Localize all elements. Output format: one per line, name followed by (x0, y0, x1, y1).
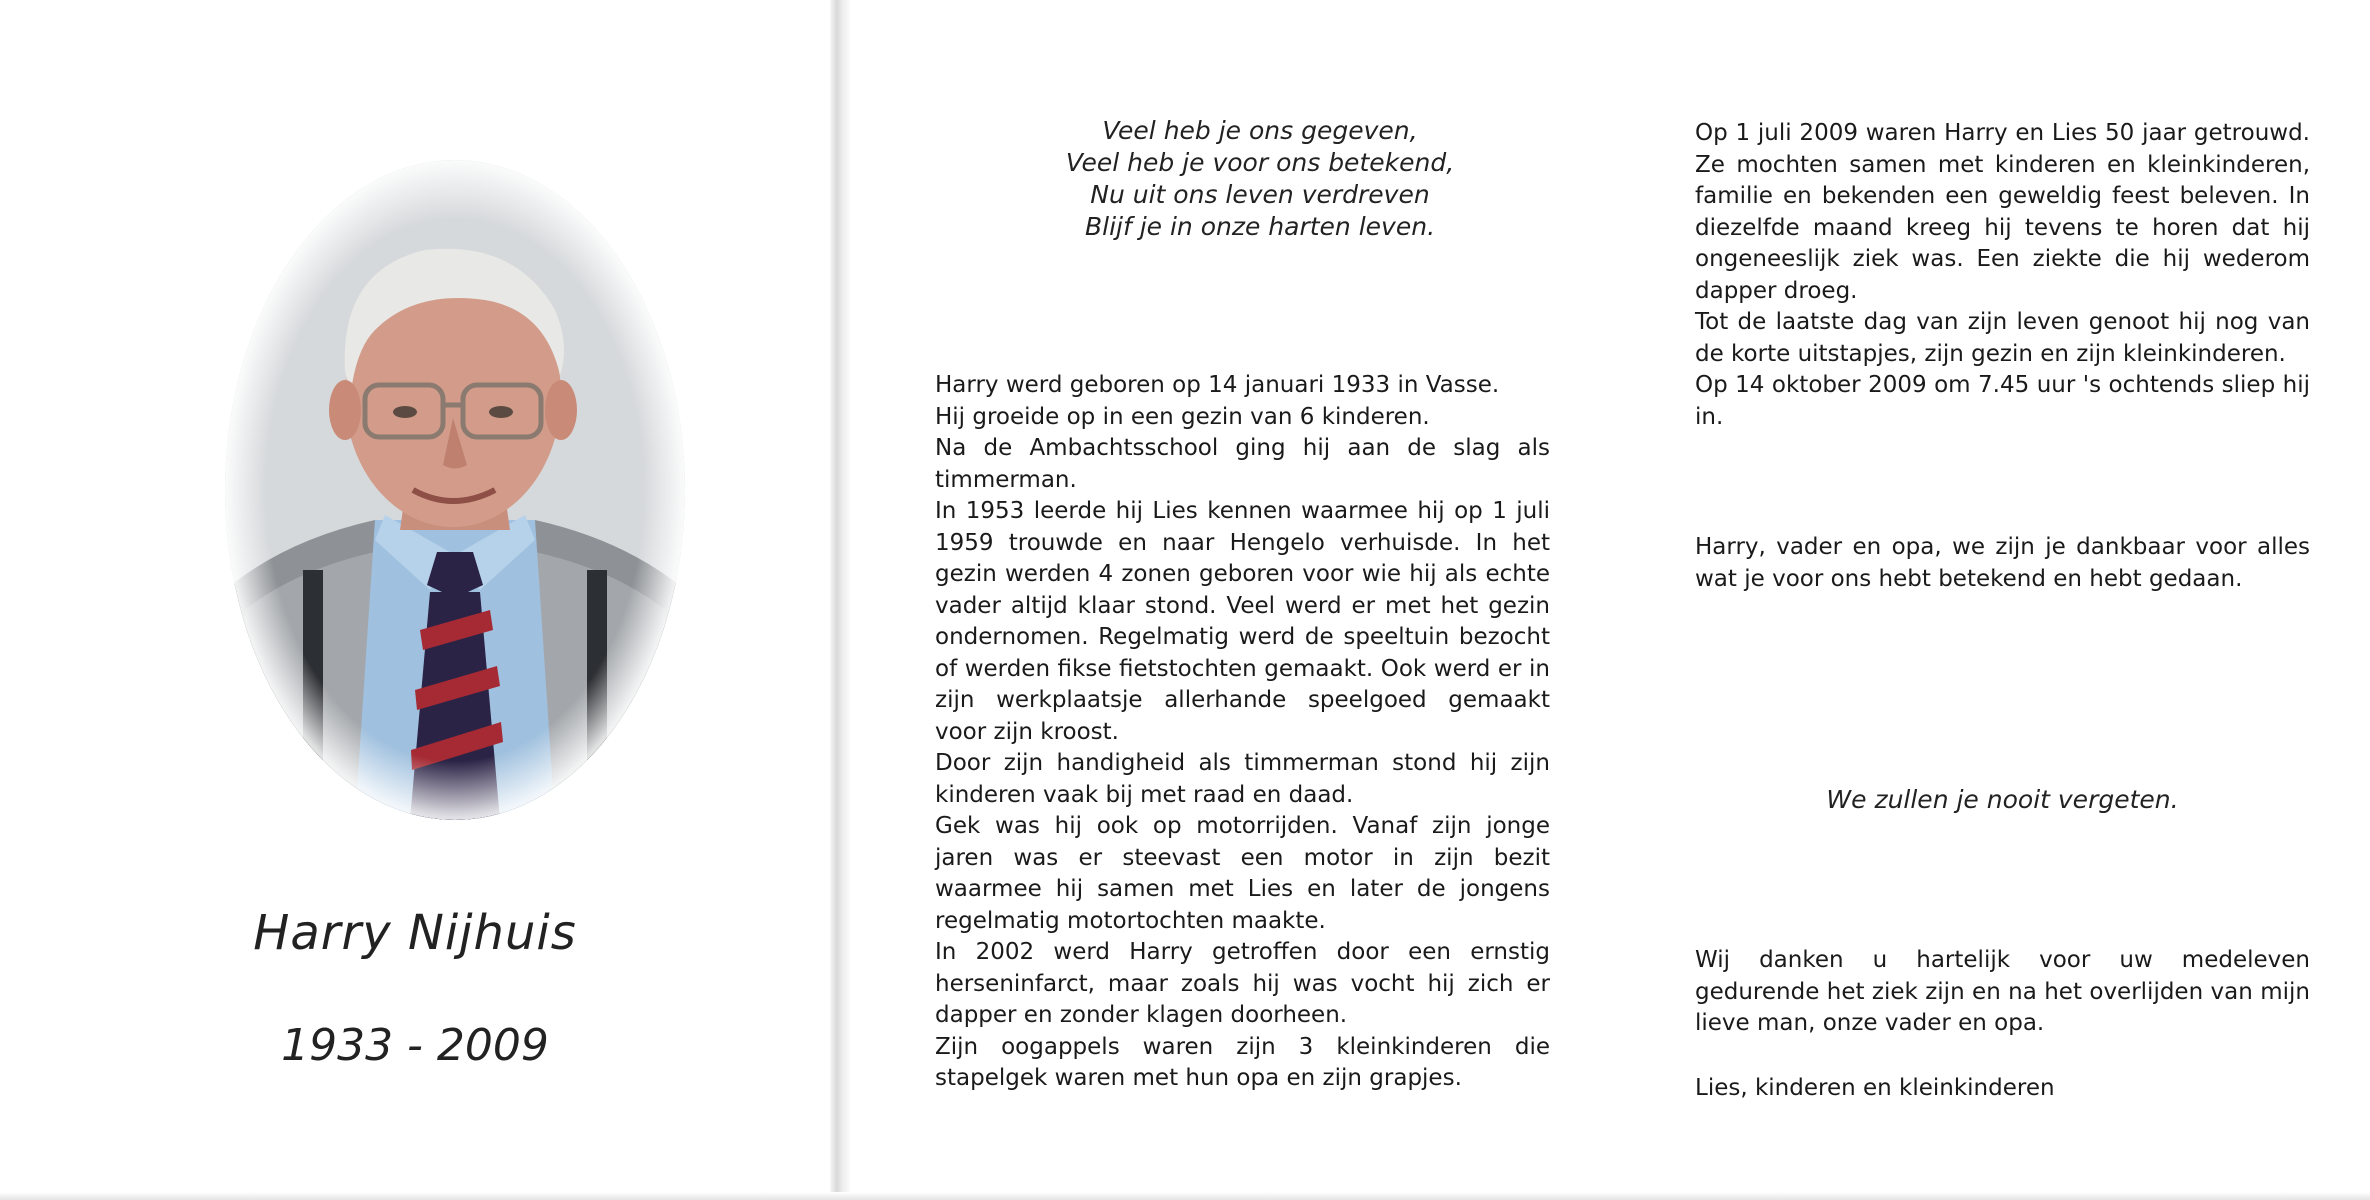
portrait-illustration (225, 160, 685, 820)
biography-paragraph: Na de Ambachtsschool ging hij aan de slag als timmerman. (935, 435, 1550, 493)
biography-paragraph: Harry werd geboren op 14 januari 1933 in Vasse. (935, 372, 1500, 398)
later-life-paragraph: Tot de laatste dag van zijn leven genoot hij nog van de korte uitstapjes, zijn gezin en zijn kleinkinderen. (1695, 309, 2310, 367)
tribute-text (1695, 532, 2310, 595)
biography-paragraph: Hij groeide op in een gezin van 6 kinderen. (935, 403, 1430, 430)
biography-paragraph: Door zijn handigheid als timmerman stond hij zijn kinderen vaak bij met raad en daad. (935, 750, 1550, 808)
biography-paragraph: In 2002 werd Harry getroffen door een ernstig herseninfarct, maar zoals hij was vocht hij zich er dapper en zonder klagen doorheen. (935, 939, 1550, 1028)
portrait-photo (225, 160, 685, 820)
biography-paragraph: Gek was hij ook op motorrijden. Vanaf zijn jonge jaren was er steevast een motor in zijn bezit waarmee hij samen met Lies en later de jongens regelmatig motortochten maakte. (935, 813, 1550, 934)
card-bottom-edge (0, 1192, 2370, 1200)
memorial-poem (940, 115, 1580, 243)
later-life-text (1695, 118, 2310, 433)
family-signature: Lies, kinderen en kleinkinderen (1695, 1075, 2055, 1101)
tribute-paragraph: Harry, vader en opa, we zijn je dankbaar voor alles wat je voor ons hebt betekend en hebt gedaan. (1695, 534, 2310, 592)
deceased-name: Harry Nijhuis (253, 905, 577, 961)
closing-line: We zullen je nooit vergeten. (1826, 785, 2179, 814)
poem-line: Nu uit ons leven verdreven (1090, 180, 1430, 209)
poem-line: Blijf je in onze harten leven. (1084, 212, 1436, 241)
poem-line: Veel heb je ons gegeven, (1102, 116, 1418, 145)
biography-text (935, 370, 1550, 1095)
later-life-paragraph: Op 1 juli 2009 waren Harry en Lies 50 jaar getrouwd. Ze mochten samen met kinderen en kleinkinderen, familie en bekenden een geweldig feest beleven. In diezelfde maand kreeg hij tevens te horen dat hij ongeneeslijk ziek was. Een ziekte die hij wederom dapper droeg. (1695, 120, 2310, 304)
biography-paragraph: Zijn oogappels waren zijn 3 kleinkinderen die stapelgek waren met hun opa en zijn grapjes. (935, 1033, 1550, 1091)
gratitude-paragraph: Wij danken u hartelijk voor uw medeleven gedurende het ziek zijn en na het overlijden van mijn lieve man, onze vader en opa. (1695, 947, 2310, 1036)
front-card-panel (0, 0, 830, 1200)
biography-paragraph: In 1953 leerde hij Lies kennen waarmee hij op 1 juli 1959 trouwde en naar Hengelo verhuisde. In het gezin werden 4 zonen geboren voor wie hij als echte vader altijd klaar stond. Veel werd er met het gezin ondernomen. Regelmatig werd de speeltuin bezocht of werden fikse fietstochten gemaakt. Ook werd er in zijn werkplaatsje allerhande speelgoed gemaakt voor zijn kroost. (935, 498, 1550, 745)
later-life-paragraph: Op 14 oktober 2009 om 7.45 uur 's ochtends sliep hij in. (1695, 372, 2310, 430)
life-years: 1933 - 2009 (281, 1020, 549, 1071)
gratitude-text (1695, 945, 2310, 1040)
card-fold (830, 0, 850, 1200)
poem-line: Veel heb je voor ons betekend, (1065, 148, 1455, 177)
